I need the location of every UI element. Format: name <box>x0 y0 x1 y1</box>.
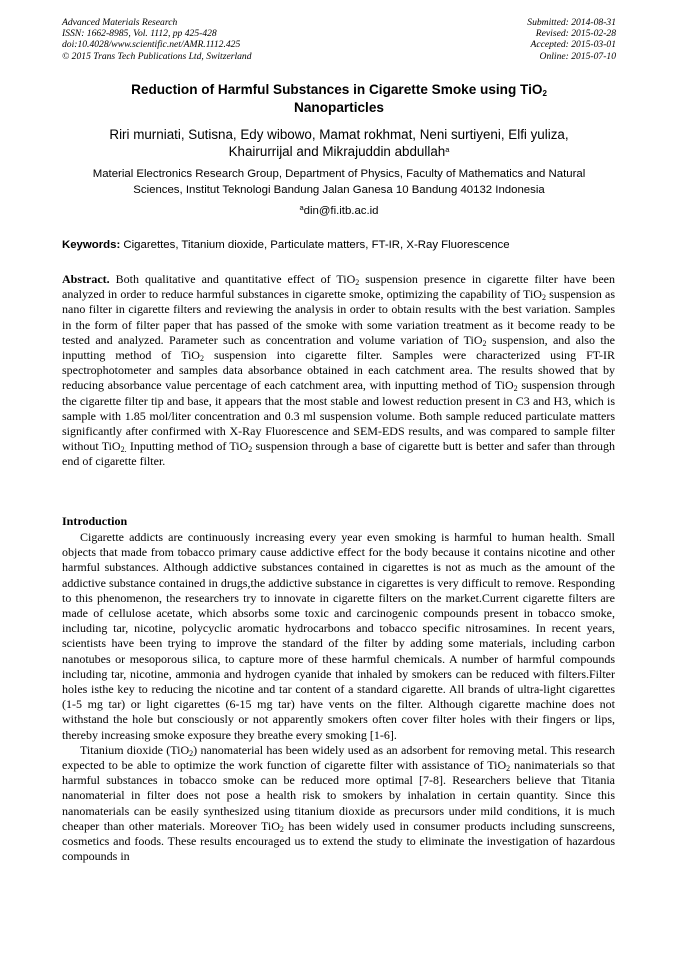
abstract: Abstract. Both qualitative and quantitative effect of TiO$_2$ suspension presence in cigarette filter have been analyzed in order to reduce harmful substances in cigarette smoke, optimizing the capability of TiO$_2$ suspension as nano filter in cigarette filters and reviewing the analysis in order to obtain results with the best variation. Samples in the form of filter paper that has passed of the smoke with some variation treatment as it become ready to be tested and analyzed. Parameter such as concentration and volume variation of TiO$_2$ suspension, and also the inputting method of TiO$_2$ suspension into cigarette filter. Samples were characterized using FT-IR spectrophotometer and samples data absorbance obtained in each catchment area. The results showed that by reducing absorbance value percentage of each catchment area, with inputting method of TiO$_2$ suspension through the cigarette filter tip and base, it appears that the most stable and lowest reduction present in C3 and H3, which is sample with 1.85 mol/liter concentration and 0.3 ml suspension volume. Both sample reduced particulate matters significantly after confirmed with X-Ray Fluorescence and SEM-EDS results, and was compared to sample filter without TiO$_{2.}$ Inputting method of TiO$_2$ suspension through a base of cigarette butt is better and safer than through end of cigarette filter. <box>62 272 615 469</box>
author-list: Riri murniati, Sutisna, Edy wibowo, Mamat rokhmat, Neni surtiyeni, Elfi yuliza, Khairurrijal and Mikrajuddin abdullah$^a$ <box>109 127 569 159</box>
journal-doi: doi:10.4028/www.scientific.net/AMR.1112.425 <box>62 39 241 51</box>
intro-paragraph-2: Titanium dioxide (TiO$_2$) nanomaterial has been widely used as an adsorbent for removing metal. This research expected to be able to optimize the work function of cigarette filter with assistance of TiO$_2$ nanimaterials so that harmful substances in tobacco smoke can be reduced more optimal [7-8]. Researchers believe that Titania nanomaterial in filter does not pose a health risk to smokers by inhalation in certain quantity. Since this nanomaterials can be easily synthesized using titanium dioxide as precursors under mild conditions, it is much cheaper than other materials. Moreover TiO$_2$ has been widely used in consumer products including sunscreens, cosmetics and foods. These results encouraged us to extend the study to eliminate the investigation of hazardous compounds in <box>62 742 616 864</box>
date-revised: Revised: 2015-02-28 <box>535 28 616 40</box>
section-heading-introduction: Introduction <box>62 514 128 528</box>
introduction-body <box>62 530 615 864</box>
affiliation: Material Electronics Research Group, Department of Physics, Faculty of Mathematics and Natural Sciences, Institut Teknologi Bandung Jalan Ganesa 10 Bandung 40132 Indonesia <box>92 168 586 196</box>
intro-paragraph-1: Cigarette addicts are continuously increasing every year even smoking is harmful to human health. Small objects that made from tobacco primary cause addictive effect for the body because it contains nicotine and other harmful substances. Although addictive substances contained in cigarettes is not as much as the amount of the addictive substance contained in drugs,the addictive substance in cigarettes is very difficult to remove. Responding to this phenomenon, the researchers try to innovate in cigarette filters on the market.Current cigarette filters are made of cellulose acetate, which absorbs some toxic and carcinogenic compounds present in tobacco smoke, including tar, nicotine, polycyclic aromatic hydrocarbons and tobacco specific nitrosamines. In recent years, scientists have been trying to improve the standard of the filter by adding some materials, including carbon nanotubes or mesoporous silica, to capture more of these harmful chemicals. A number of harmful compounds including tar, nicotine, ammonia and hydrogen cyanide that inhaled by smokers can be reduced with filters.Filter holes isthe key to reducing the nicotine and tar content of a standard cigarette. All brands of ultra-light cigarettes (1-5 mg tar) or light cigarettes (6-15 mg tar) have vents on the filter. Although cigarette machine does not withstand the hole but consciously or not apparently smokers often cover filter holes with their fingers or lips, thereby increasing smoke exposure they breathe every smoking [1-6]. <box>62 530 615 742</box>
keywords-label: Keywords: <box>62 239 121 251</box>
author-email: $^a$din@fi.itb.ac.id <box>299 203 379 217</box>
journal-name: Advanced Materials Research <box>62 17 178 28</box>
paper-title: Reduction of Harmful Substances in Cigarette Smoke using TiO$_2$ Nanoparticles <box>131 82 547 115</box>
abstract-label: Abstract. <box>62 272 110 286</box>
keywords-text: Cigarettes, Titanium dioxide, Particulate matters, FT-IR, X-Ray Fluorescence <box>120 239 510 251</box>
date-online: Online: 2015-07-10 <box>539 50 616 62</box>
keywords <box>62 238 618 253</box>
journal-issn: ISSN: 1662-8985, Vol. 1112, pp 425-428 <box>62 28 217 40</box>
journal-info <box>62 17 252 62</box>
date-submitted: Submitted: 2014-08-31 <box>527 17 616 28</box>
submission-dates <box>527 17 616 62</box>
journal-copyright: © 2015 Trans Tech Publications Ltd, Switzerland <box>62 50 252 62</box>
date-accepted: Accepted: 2015-03-01 <box>530 39 616 51</box>
